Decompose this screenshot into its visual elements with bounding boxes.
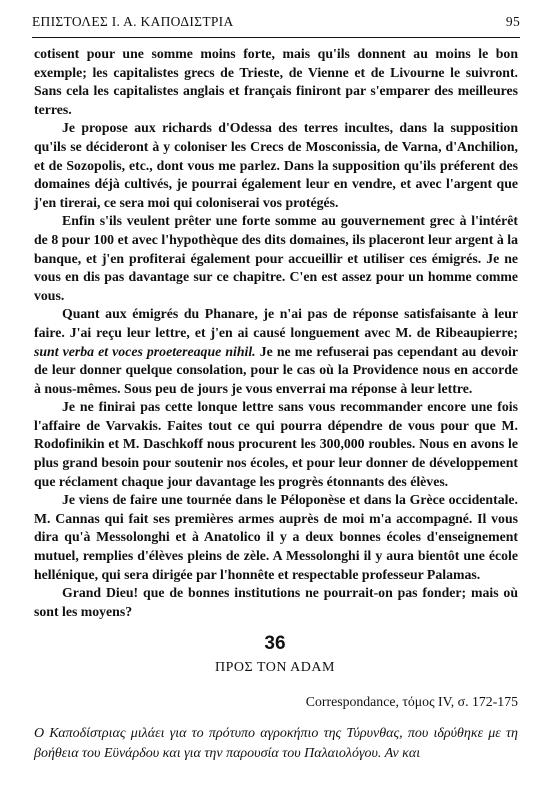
paragraph: Je viens de faire une tournée dans le Péloponèse et dans la Grèce occidentale. M. Cannas qui fait ses premières armes auprès de moi m'a accompagné. Il vous dira qu'à Messolonghi et à Anatolico il y a deux bonnes écoles d'enseignement mutuel, remplies d'élèves pleins de zèle. A Messolonghi il y aura bientôt une école hellénique, qui sera dirigée par l'honnête et respectable professeur Palamas. [34,492,518,582]
paragraph: Je propose aux richards d'Odessa des terres incultes, dans la supposition qu'ils se décideront à y coloniser les Crecs de Mosconissia, de Varna, d'Anchilion, et de Sozopolis, etc., dont vous me parlez. Dans la supposition qu'ils préferent des domaines déjà cultivés, je pourrai également leur en vendre, et avec l'argent que j'en tirerai, ce sera moi qui coloniserai vos protégés. [34,120,518,210]
letter-body [34,45,518,621]
letter-intro: Ο Καποδίστριας μιλάει για το πρότυπο αγροκήπιο της Τύρυνθας, που ιδρύθηκε με τη βοήθεια του Εϋνάρδου και για την παρουσία του Παλαιολόγου. Αν και [34,726,518,761]
letter-source: Correspondance, τόμος IV, σ. 172-175 [305,694,518,709]
latin-quote: sunt verba et voces proetereaque nihil. [34,343,256,359]
paragraph: cotisent pour une somme moins forte, mais qu'ils donnent au moins le bon exemple; les capitalistes grecs de Trieste, de Vienne et de Livourne le suivront. Sans cela les capitalistes anglais et français finiront par s'emparer des meilleures terres. [34,46,518,117]
letter-number: 36 [264,633,286,654]
page-number: 95 [505,14,520,29]
running-title: ΕΠΙΣΤΟΛΕΣ Ι. Α. ΚΑΠΟΔΙΣΤΡΙΑ [32,14,234,29]
running-header [32,10,520,34]
paragraph: Enfin s'ils veulent prêter une forte somme au gouvernement grec à l'intérêt de 8 pour 100 et avec l'hypothèque des dits domaines, ils placeront leur argent à la banque, et j'en profiterai également pour accueillir et utiliser ces émigrés. Je ne vous en dis pas davantage sur ce chapitre. C'en est assez pour un homme comme vous. [34,213,518,303]
letter-addressee: ΠΡΟΣ ΤΟΝ ΑDΑΜ [215,660,335,675]
paragraph [34,305,518,398]
paragraph-text: Quant aux émigrés du Phanare, je n'ai pas de réponse satisfaisante à leur faire. J'ai reçu leur lettre, et j'en ai causé longuement avec M. de Ribeaupierre; [34,306,518,340]
paragraph-text: Je ne me refuserai pas cependant au devoir de leur donner quelque consolation, pour le cas où la Providence nous en accorde à nous-mêmes. Sous peu de jours je vous enverrai ma réponse à leur lettre. [34,343,518,396]
paragraph: Je ne finirai pas cette lonque lettre sans vous recommander encore une fois l'affaire de Varvakis. Faites tout ce qui pourra dépendre de vous pour que M. Rodofinikin et M. Daschkoff nous procurent les 300,000 roubles. Nous en avons le plus grand besoin pour soutenir nos écoles, et pour leur donner de développement que réclament chaque jour davantage les progrès étonnants des élèves. [34,399,518,489]
paragraph: Grand Dieu! que de bonnes institutions ne pourrait-on pas fonder; mais où sont les moyens? [34,585,518,619]
header-rule [32,37,520,38]
